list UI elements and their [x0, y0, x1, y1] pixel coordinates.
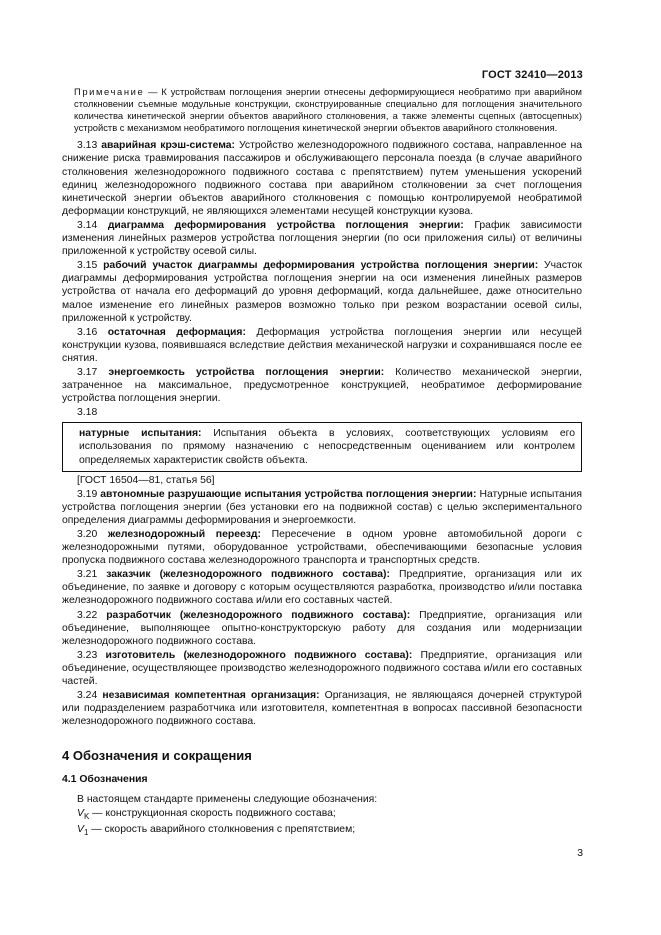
term-definition: Натурные испытания устройства поглощения энергии (без установки его на подвижной состав) с целью экспериментального определения диаграммы деформирования и энергоемкости. [62, 488, 582, 526]
document-header: ГОСТ 32410—2013 [481, 69, 583, 81]
term-definition: Пересечение в одном уровне автомобильной дороги с железнодорожными путями, оборудованное устройствами, обеспечивающими безопасные условия пропуска подвижного состава железнодорожного транспорта и транспортных средств. [62, 529, 582, 567]
term-title: рабочий участок диаграммы деформирования устройства поглощения энергии: [103, 260, 539, 272]
note-paragraph [74, 86, 582, 134]
term-3-22: 3.22 разработчик (железнодорожного подвижного состава): Предприятие, организация или объединение, выполняющее опытно-конструкторскую работу для создания или модернизации железнодорожного подвижного состава. [62, 609, 582, 647]
term-3-13: 3.13 аварийная крэш-система: Устройство железнодорожного подвижного состава, направленное на снижение риска травмирования пассажиров и обслуживающего персонала поезда (в случае аварийного столкновения железнодорожного подвижного состава с препятствием) путем уменьшения ускорений единиц железнодорожного подвижного состава при аварийном столкновении за счет поглощения кинетической энергии объектов аварийного столкновения с помощью контролируемой необратимой деформации конструкций, не являющихся элементами несущей конструкции кузова. [62, 140, 582, 217]
term-definition: Предприятие, организация или объединение, осуществляющее производство железнодорожного подвижного состава и/или его составных частей. [62, 649, 582, 688]
note-label: Примечание [74, 86, 145, 97]
term-3-18 [79, 427, 575, 466]
term-definition: Предприятие, организация или их объединение, по заявке и договору с которым осуществляются разработка, производство и/или поставка железнодорожного подвижного состава и/или его составных частей. [62, 569, 582, 607]
section-intro: В настоящем стандарте применены следующие обозначения: [77, 794, 378, 806]
section-title: 4 Обозначения и сокращения [62, 748, 252, 764]
page-number: 3 [577, 848, 583, 859]
term-title: диаграмма деформирования устройства поглощения энергии: [107, 219, 464, 231]
term-title: заказчик (железнодорожного подвижного состава): [106, 569, 390, 581]
symbol-vk: $V_K$ — конструкционная скорость подвижного состава; [77, 807, 336, 821]
term-3-16: 3.16 остаточная деформация: Деформация устройства поглощения энергии или несущей конструкции кузова, появившаяся вследствие действия механической нагрузки и сохранившаяся после ее снятия. [62, 326, 582, 364]
term-title: изготовитель (железнодорожного подвижного состава): [105, 649, 413, 661]
term-3-17: 3.17 энергоемкость устройства поглощения энергии: Количество механической энергии, затраченное на максимальное, предусмотренное конструкцией, необратимое деформирование устройства поглощения энергии. [62, 366, 582, 405]
term-title: железнодорожный переезд: [107, 529, 261, 540]
term-definition: График зависимости изменения линейных размеров устройства поглощения энергии (по оси приложения силы) от величины приложенной к устройству осевой силы. [62, 219, 582, 258]
term-title: остаточная деформация: [107, 326, 246, 338]
term-3-18-box [62, 422, 582, 471]
subsection-title: 4.1 Обозначения [62, 774, 148, 786]
term-title: независимая компетентная организация: [102, 690, 320, 702]
term-3-15: 3.15 рабочий участок диаграммы деформирования устройства поглощения энергии: Участок диаграммы деформирования устройства поглощения энергии на оси изменения линейных размеров устройства от начала его деформаций до уровня деформаций, когда дальнейшее, даже относительно малое изменение его линейных размеров возможно только при резком возрастании осевой силы, приложенной к устройству. [62, 260, 582, 324]
term-title: аварийная крэш-система: [101, 140, 235, 152]
term-3-18-number: 3.18 [77, 407, 98, 419]
term-3-14: 3.14 диаграмма деформирования устройства поглощения энергии: График зависимости изменения линейных размеров устройства поглощения энергии (по оси приложения силы) от величины приложенной к устройству осевой силы. [62, 219, 582, 258]
term-definition: Организация, не являющаяся дочерней структурой или подразделением разработчика или изготовителя, компетентная в вопросах пассивной безопасности железнодорожного подвижного состава. [62, 690, 582, 728]
term-3-18-reference: [ГОСТ 16504—81, статья 56] [77, 474, 215, 486]
term-title: разработчик (железнодорожного подвижного состава): [106, 609, 411, 621]
term-definition: Устройство железнодорожного подвижного состава, направленное на снижение риска травмирования пассажиров и обслуживающего персонала поезда (в случае аварийного столкновения железнодорожного подвижного состава с препятствием) путем уменьшения ускорений единиц железнодорожного подвижного состава при аварийном столкновении за счет поглощения кинетической энергии объектов аварийного столкновения с помощью контролируемой необратимой деформации конструкций, не являющихся элементами несущей конструкции кузова. [62, 140, 582, 217]
term-title: автономные разрушающие испытания устройства поглощения энергии: [100, 488, 477, 500]
term-3-21: 3.21 заказчик (железнодорожного подвижного состава): Предприятие, организация или их объединение, по заявке и договору с которым осуществляются разработка, производство и/или поставка железнодорожного подвижного состава и/или его составных частей. [62, 569, 582, 607]
term-definition: Испытания объекта в условиях, соответствующих условиям его использования по прямому назначению с непосредственным оцениванием или контролем определяемых характеристик свойств объекта. [79, 428, 575, 466]
term-3-19: 3.19 автономные разрушающие испытания устройства поглощения энергии: Натурные испытания устройства поглощения энергии (без установки его на подвижной состав) с целью экспериментального определения диаграммы деформирования и энергоемкости. [62, 488, 582, 526]
term-definition: Участок диаграммы деформирования устройства поглощения энергии на оси изменения линейных размеров устройства от начала его деформаций до уровня деформаций, когда дальнейшее, даже относительно малое изменение его линейных размеров возможно только при резком возрастании осевой силы, приложенной к устройству. [62, 260, 582, 324]
term-title: натурные испытания: [79, 428, 202, 440]
term-definition: Деформация устройства поглощения энергии или несущей конструкции кузова, появившаяся вследствие действия механической нагрузки и сохранившаяся после ее снятия. [62, 326, 582, 364]
symbol-v1: $V_1$ — скорость аварийного столкновения с препятствием; [77, 823, 356, 837]
document-body [62, 86, 582, 839]
term-definition: Количество механической энергии, затраченное на максимальное, предусмотренное конструкцией, необратимое деформирование устройства поглощения энергии. [62, 366, 582, 405]
term-title: энергоемкость устройства поглощения энергии: [108, 366, 385, 378]
note-text: — К устройствам поглощения энергии отнесены деформирующиеся необратимо при аварийном столкновении съемные модульные конструкции, сконструированные специально для поглощения значительного количества кинетической энергии объектов аварийного столкновения, а также элементы сцепных (автосцепных) устройств с механизмом необратимого поглощения кинетической энергии объектов аварийного столкновения. [74, 86, 582, 134]
term-3-24: 3.24 независимая компетентная организация: Организация, не являющаяся дочерней структурой или подразделением разработчика или изготовителя, компетентная в вопросах пассивной безопасности железнодорожного подвижного состава. [62, 690, 582, 728]
term-3-20: 3.20 железнодорожный переезд: Пересечение в одном уровне автомобильной дороги с железнодорожными путями, оборудованное устройствами, обеспечивающими безопасные условия пропуска подвижного состава железнодорожного транспорта и транспортных средств. [62, 529, 582, 567]
term-definition: Предприятие, организация или объединение, выполняющее опытно-конструкторскую работу для создания или модернизации железнодорожного подвижного состава. [62, 609, 582, 647]
term-3-23: 3.23 изготовитель (железнодорожного подвижного состава): Предприятие, организация или объединение, осуществляющее производство железнодорожного подвижного состава и/или его составных частей. [62, 649, 582, 688]
